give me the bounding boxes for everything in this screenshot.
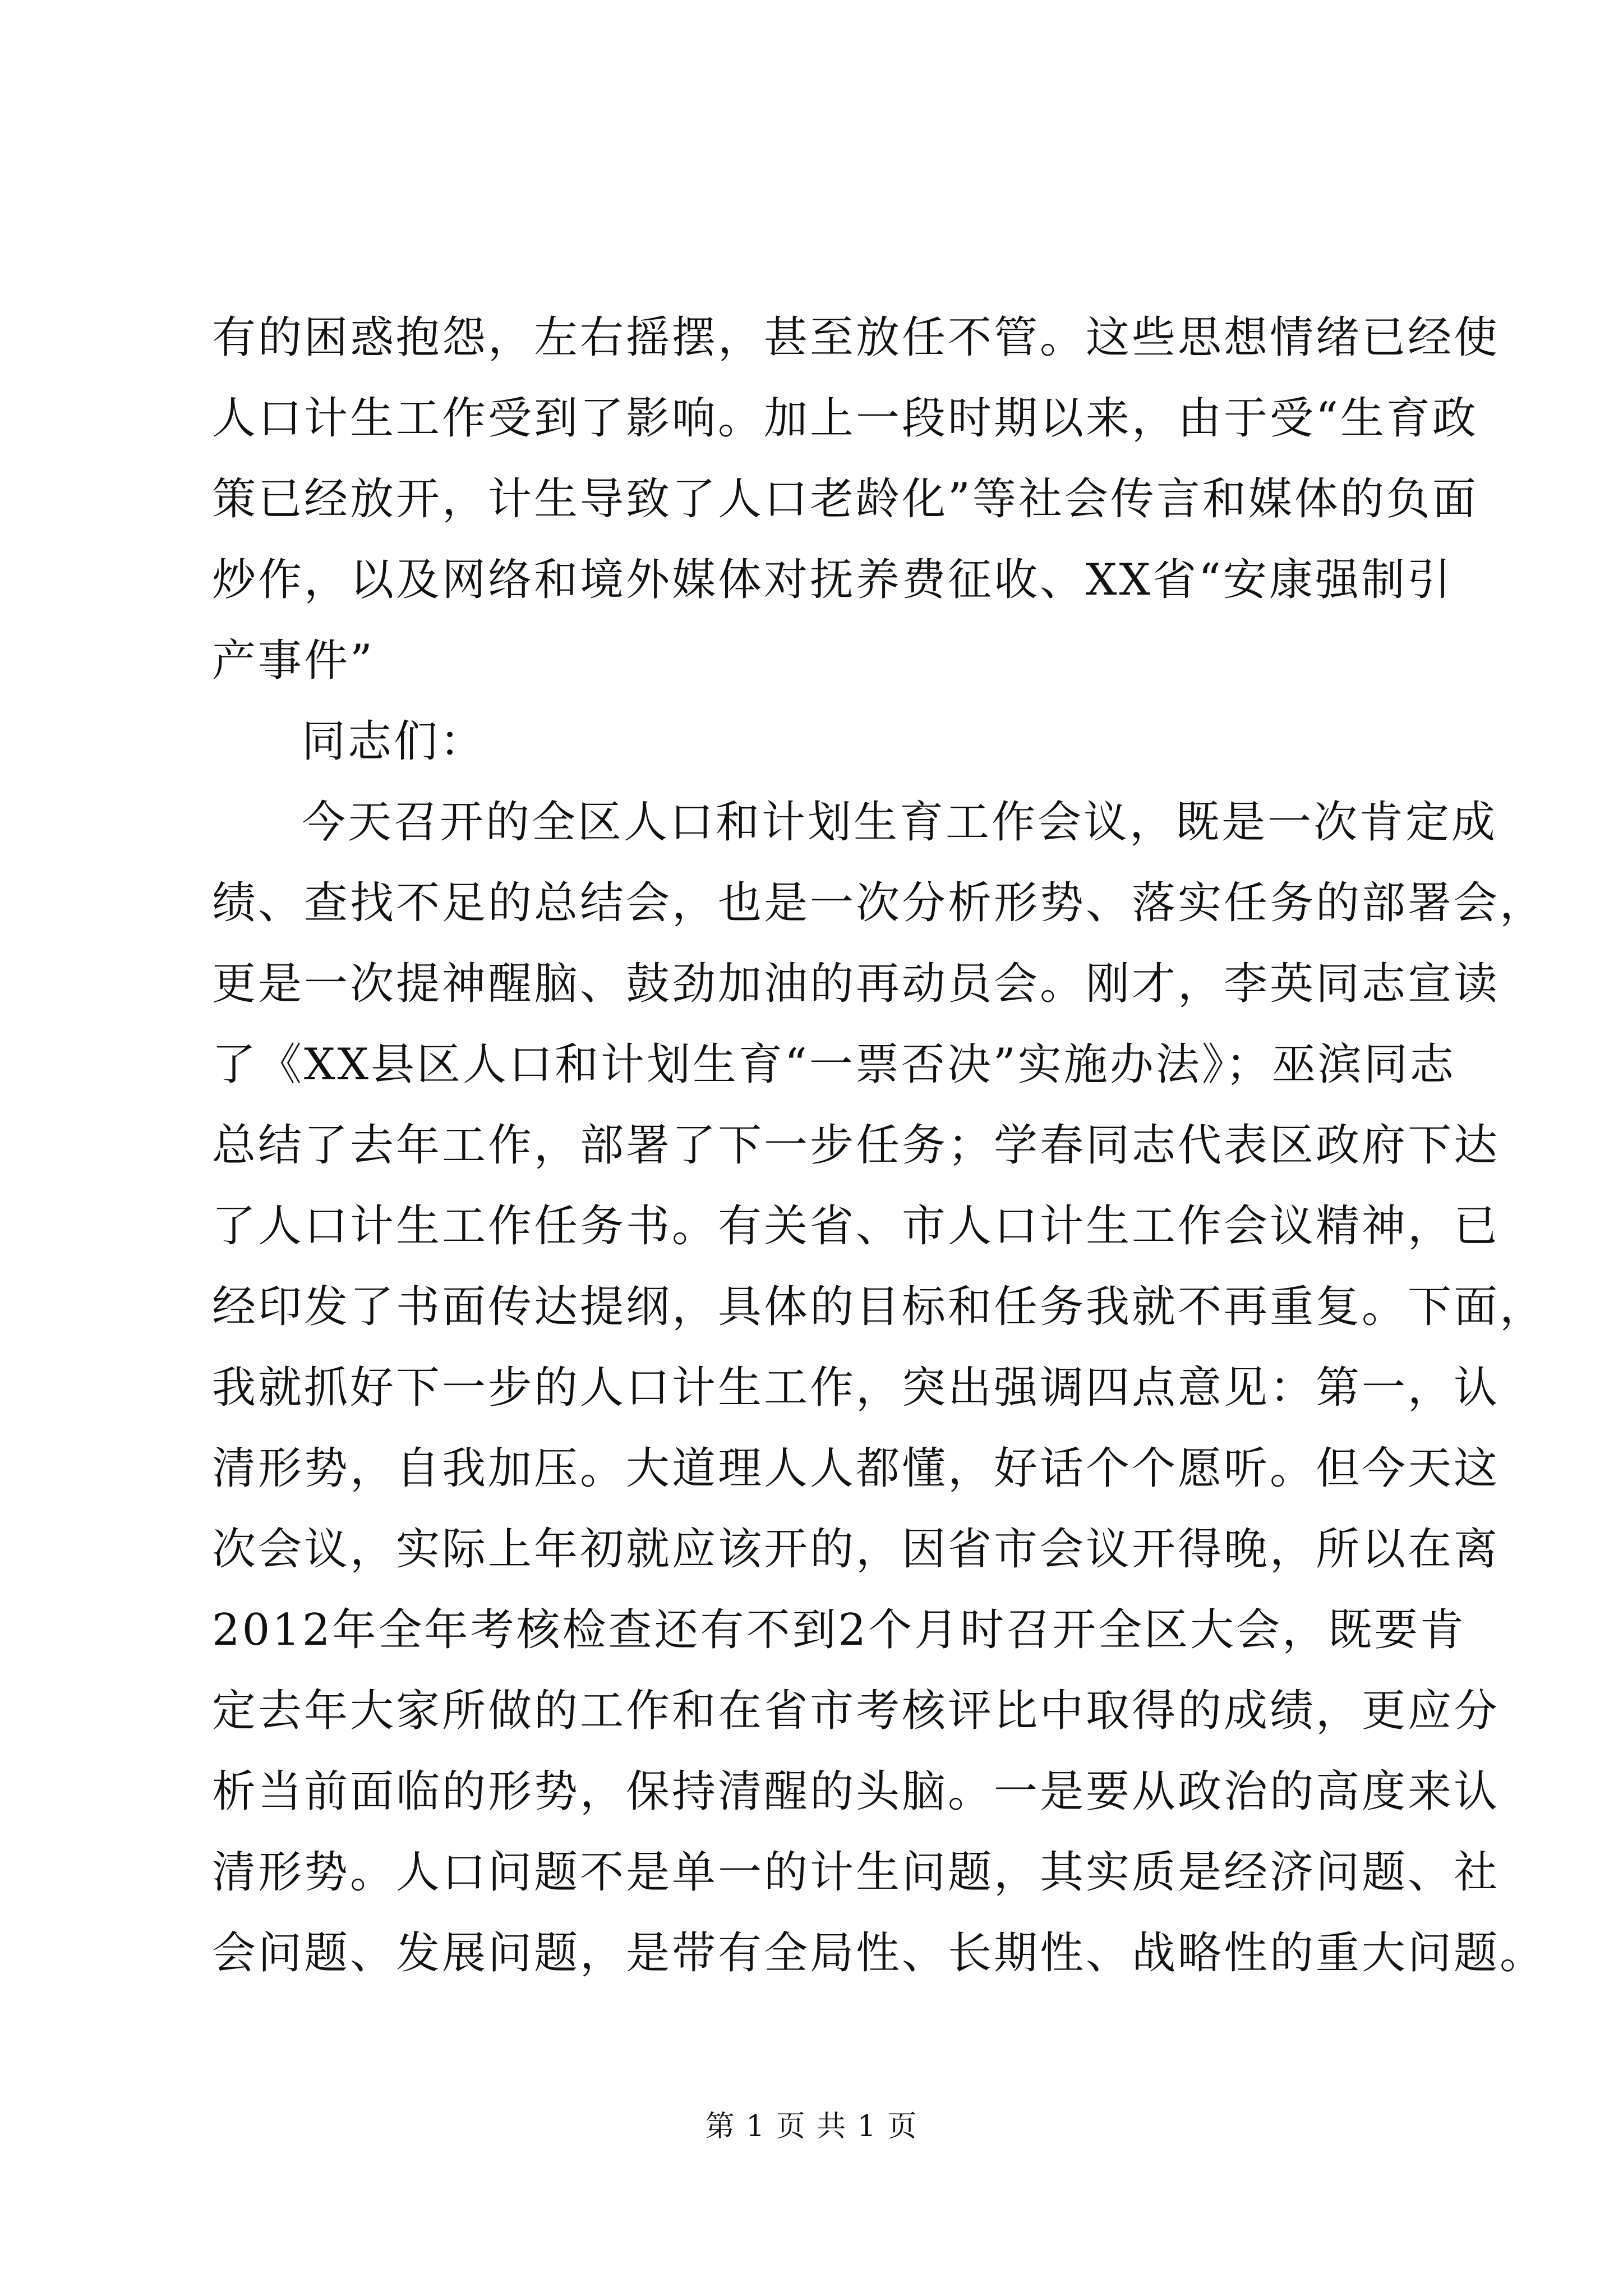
page-number-footer: 第 1 页 共 1 页 bbox=[705, 2110, 918, 2143]
document-body bbox=[212, 297, 1546, 1994]
text-line: 析当前面临的形势，保持清醒的头脑。一是要从政治的高度来认 bbox=[212, 1766, 1500, 1817]
text-line: 我就抓好下一步的人口计生工作，突出强调四点意见：第一，认 bbox=[212, 1363, 1500, 1413]
text-line: 产事件” bbox=[212, 636, 375, 686]
text-line: 绩、查找不足的总结会，也是一次分析形势、落实任务的部署会， bbox=[212, 878, 1546, 928]
text-line: 2012年全年考核检查还有不到2个月时召开全区大会，既要肯 bbox=[212, 1605, 1467, 1655]
text-line: 更是一次提神醒脑、鼓劲加油的再动员会。刚才，李英同志宣读 bbox=[212, 959, 1500, 1009]
text-line: 定去年大家所做的工作和在省市考核评比中取得的成绩，更应分 bbox=[212, 1686, 1500, 1736]
text-line: 了人口计生工作任务书。有关省、市人口计生工作会议精神，已 bbox=[212, 1201, 1500, 1251]
text-line: 有的困惑抱怨，左右摇摆，甚至放任不管。这些思想情绪已经使 bbox=[212, 312, 1500, 363]
text-line: 清形势。人口问题不是单一的计生问题，其实质是经济问题、社 bbox=[212, 1847, 1500, 1898]
text-line: 清形势，自我加压。大道理人人都懂，好话个个愿听。但今天这 bbox=[212, 1443, 1500, 1494]
text-line: 炒作，以及网络和境外媒体对抚养费征收、XX省“安康强制引 bbox=[212, 555, 1453, 605]
paragraph-first-line: 今天召开的全区人口和计划生育工作会议，既是一次肯定成 bbox=[302, 797, 1498, 848]
text-line: 策已经放开，计生导致了人口老龄化”等社会传言和媒体的负面 bbox=[212, 474, 1478, 524]
text-line: 经印发了书面传达提纲，具体的目标和任务我就不再重复。下面， bbox=[212, 1282, 1546, 1332]
text-line: 了《XX县区人口和计划生育“一票否决”实施办法》；巫滨同志 bbox=[212, 1039, 1456, 1090]
text-line: 次会议，实际上年初就应该开的，因省市会议开得晚，所以在离 bbox=[212, 1524, 1500, 1575]
text-line: 人口计生工作受到了影响。加上一段时期以来，由于受“生育政 bbox=[212, 393, 1478, 444]
text-line: 会问题、发展问题，是带有全局性、长期性、战略性的重大问题。 bbox=[212, 1928, 1546, 1978]
text-line: 总结了去年工作，部署了下一步任务；学春同志代表区政府下达 bbox=[212, 1120, 1500, 1171]
salutation-line: 同志们： bbox=[302, 716, 486, 767]
